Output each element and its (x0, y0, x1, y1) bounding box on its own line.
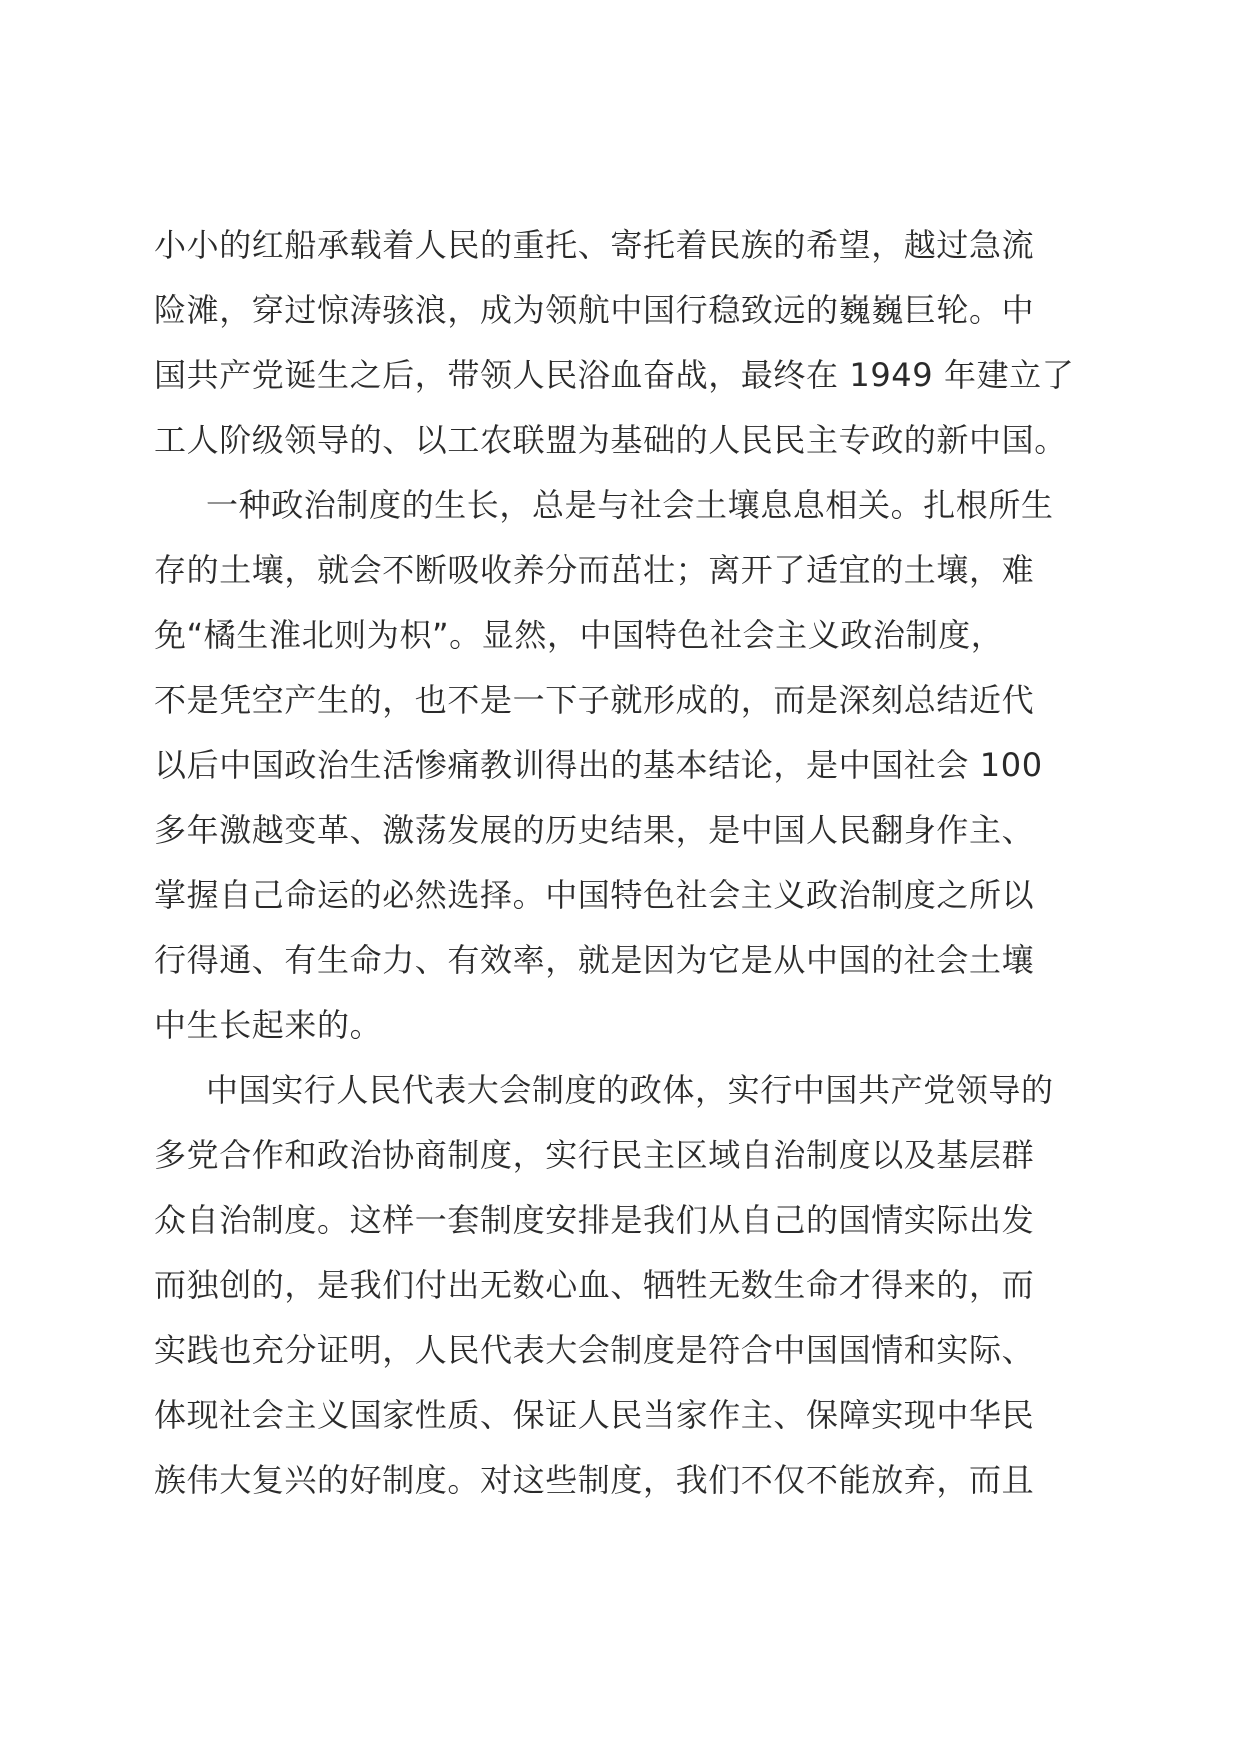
text-line: 险滩，穿过惊涛骇浪，成为领航中国行稳致远的巍巍巨轮。中 (154, 291, 1035, 329)
text-line: 不是凭空产生的，也不是一下子就形成的，而是深刻总结近代 (154, 681, 1035, 719)
paragraph-start-line: 一种政治制度的生长，总是与社会土壤息息相关。扎根所生 (206, 486, 1054, 524)
text-line: 掌握自己命运的必然选择。中国特色社会主义政治制度之所以 (154, 876, 1035, 914)
text-line: 多年激越变革、激荡发展的历史结果，是中国人民翻身作主、 (154, 811, 1035, 849)
text-line: 国共产党诞生之后，带领人民浴血奋战，最终在 1949 年建立了 (154, 356, 1075, 394)
text-line: 多党合作和政治协商制度，实行民主区域自治制度以及基层群 (154, 1136, 1035, 1174)
text-line: 实践也充分证明，人民代表大会制度是符合中国国情和实际、 (154, 1331, 1035, 1369)
text-line: 行得通、有生命力、有效率，就是因为它是从中国的社会土壤 (154, 941, 1035, 979)
text-line: 工人阶级领导的、以工农联盟为基础的人民民主专政的新中国。 (154, 421, 1067, 459)
text-line: 而独创的，是我们付出无数心血、牺牲无数生命才得来的，而 (154, 1266, 1035, 1304)
text-line: 族伟大复兴的好制度。对这些制度，我们不仅不能放弃，而且 (154, 1461, 1035, 1499)
text-line: 小小的红船承载着人民的重托、寄托着民族的希望，越过急流 (154, 226, 1035, 264)
paragraph-start-line: 中国实行人民代表大会制度的政体，实行中国共产党领导的 (206, 1071, 1054, 1109)
text-line: 体现社会主义国家性质、保证人民当家作主、保障实现中华民 (154, 1396, 1035, 1434)
text-line: 众自治制度。这样一套制度安排是我们从自己的国情实际出发 (154, 1201, 1035, 1239)
text-line: 以后中国政治生活惨痛教训得出的基本结论，是中国社会 100 (154, 746, 1043, 784)
text-line: 存的土壤，就会不断吸收养分而茁壮；离开了适宜的土壤，难 (154, 551, 1035, 589)
text-line: 中生长起来的。 (154, 1006, 383, 1044)
document-body (154, 222, 1094, 1522)
text-line: 免“橘生淮北则为枳”。显然，中国特色社会主义政治制度， (154, 616, 1004, 654)
